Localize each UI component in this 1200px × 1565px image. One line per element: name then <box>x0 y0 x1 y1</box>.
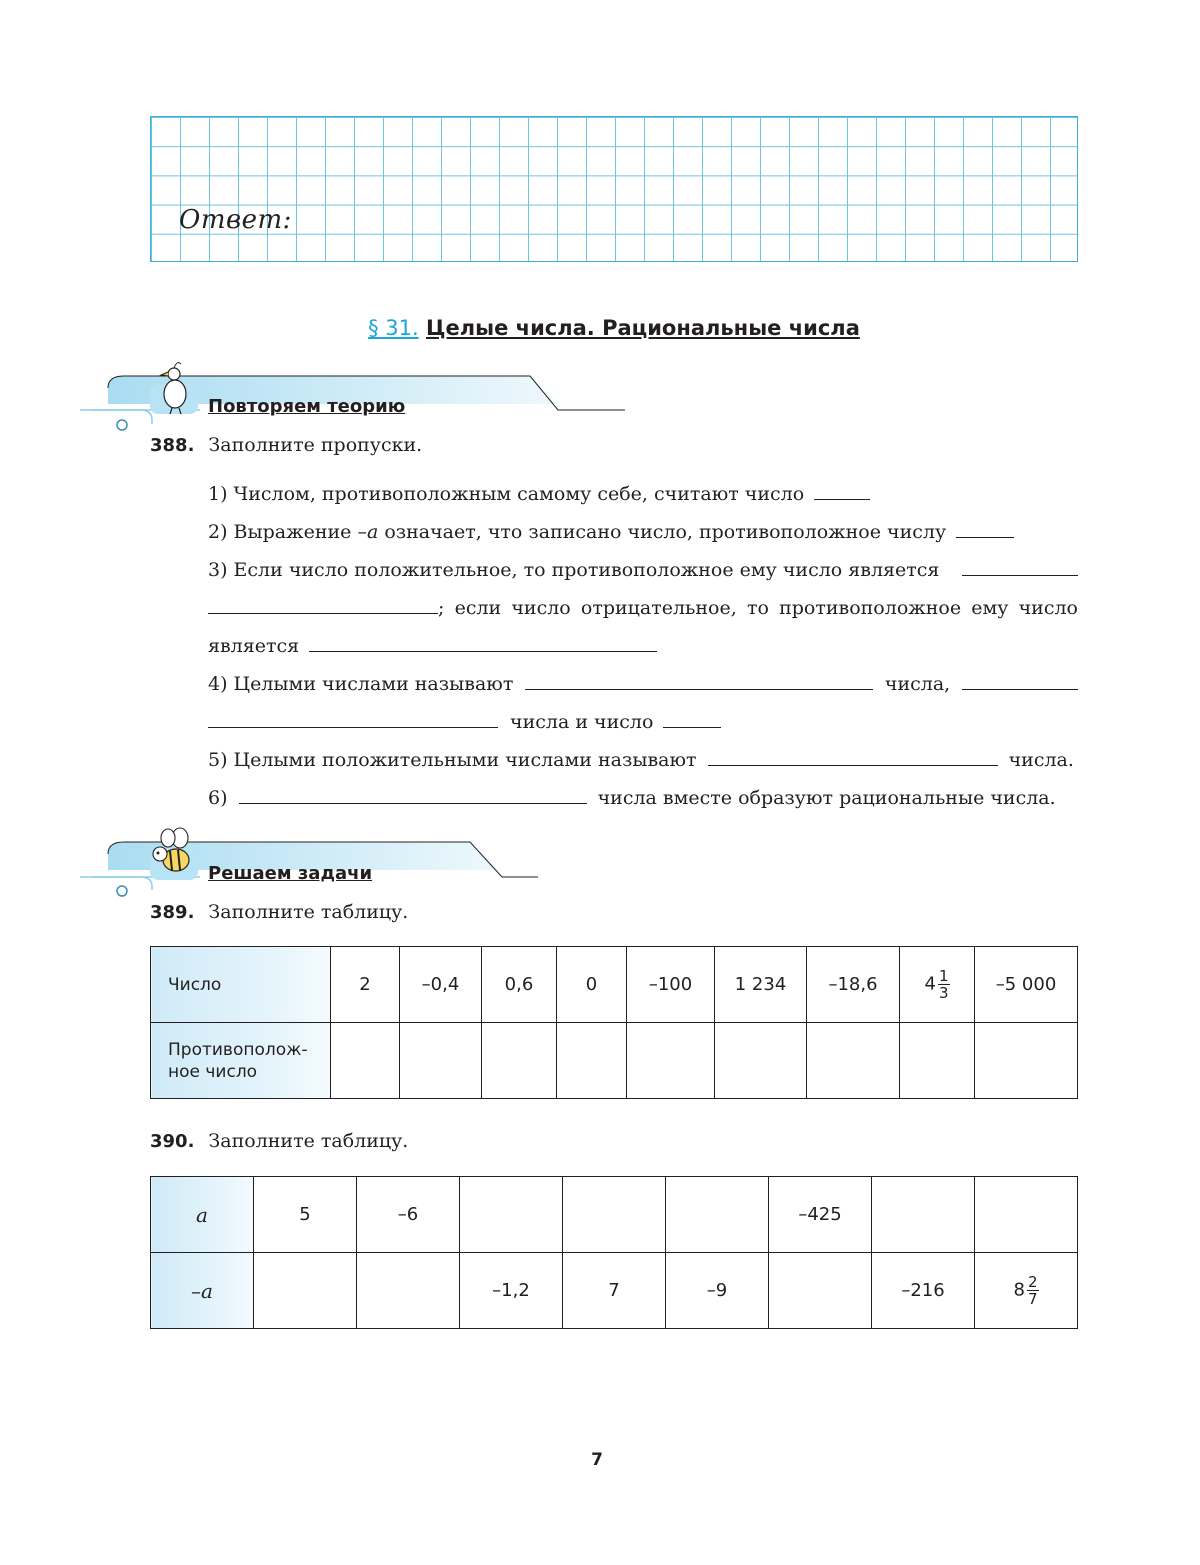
table-389-input-cell[interactable] <box>715 1023 807 1099</box>
blank-4c[interactable] <box>208 726 498 728</box>
task-388-line-4a <box>208 673 1078 695</box>
table-389-input-cell[interactable] <box>557 1023 627 1099</box>
table-389-input-cell[interactable] <box>331 1023 400 1099</box>
table-389-cell: 1 234 <box>715 947 807 1023</box>
blank-3a[interactable] <box>962 574 1078 576</box>
task-388-line-3b <box>208 597 1078 619</box>
table-390-cell: –216 <box>872 1253 975 1329</box>
table-390-input-cell[interactable] <box>357 1253 460 1329</box>
line-5-text-b: числа. <box>1008 749 1074 771</box>
table-390-input-cell[interactable] <box>254 1253 357 1329</box>
line-5-text-a: 5) Целыми положительными числами называют <box>208 749 697 771</box>
bird-icon <box>150 363 198 414</box>
task-388-line-5 <box>208 749 1074 771</box>
mixed-whole: 8 <box>1013 1279 1025 1301</box>
task-390 <box>150 1130 408 1152</box>
banner-theory <box>80 358 640 438</box>
section-number: § 31. <box>368 316 419 340</box>
table-389-row-numbers <box>151 947 1078 1023</box>
table-390-row-a <box>151 1177 1078 1253</box>
table-389 <box>150 946 1078 1099</box>
table-389-row-opposite <box>151 1023 1078 1099</box>
table-389-cell: –5 000 <box>975 947 1078 1023</box>
table-389-input-cell[interactable] <box>900 1023 975 1099</box>
task-388 <box>150 434 422 456</box>
banner-problems-label: Решаем задачи <box>208 863 373 884</box>
fraction <box>938 968 950 1001</box>
table-390-input-cell[interactable] <box>975 1177 1078 1253</box>
line-6-text-a: 6) <box>208 787 228 809</box>
table-389-cell-mixed <box>900 947 975 1023</box>
answer-label: Ответ: <box>179 205 292 235</box>
fraction-denominator: 3 <box>938 984 949 1002</box>
table-389-input-cell[interactable] <box>807 1023 900 1099</box>
task-390-prompt: Заполните таблицу. <box>208 1130 409 1152</box>
task-388-number: 388. <box>150 435 195 456</box>
table-389-input-cell[interactable] <box>482 1023 557 1099</box>
fraction-numerator: 2 <box>1027 1273 1038 1291</box>
table-390-row-neg-a <box>151 1253 1078 1329</box>
table-390-input-cell[interactable] <box>872 1177 975 1253</box>
table-389-header-opposite: Противополож-ное число <box>151 1023 331 1099</box>
blank-1[interactable] <box>814 498 870 500</box>
table-389-cell: 0 <box>557 947 627 1023</box>
table-389-header-number: Число <box>151 947 331 1023</box>
table-390-input-cell[interactable] <box>563 1177 666 1253</box>
blank-4a[interactable] <box>525 688 873 690</box>
line-4-text-c: числа и число <box>510 711 654 733</box>
blank-3b[interactable] <box>208 612 438 614</box>
table-390-header-neg-a: –a <box>151 1253 254 1329</box>
task-388-line-2 <box>208 521 1014 543</box>
table-390-header-a: a <box>151 1177 254 1253</box>
task-388-line-4b <box>208 711 721 733</box>
task-388-line-1 <box>208 483 870 505</box>
task-388-prompt: Заполните пропуски. <box>208 434 423 456</box>
section-heading: Целые числа. Рациональные числа <box>426 316 860 340</box>
table-390-cell-mixed <box>975 1253 1078 1329</box>
table-390-cell: –9 <box>666 1253 769 1329</box>
fraction-numerator: 1 <box>938 967 949 985</box>
table-390-input-cell[interactable] <box>666 1177 769 1253</box>
answer-grid[interactable] <box>150 116 1078 262</box>
table-390-cell: –1,2 <box>460 1253 563 1329</box>
table-389-input-cell[interactable] <box>627 1023 715 1099</box>
blank-6[interactable] <box>239 802 587 804</box>
table-389-input-cell[interactable] <box>975 1023 1078 1099</box>
line-1-text: 1) Числом, противоположным самому себе, считают число <box>208 483 805 505</box>
line-6-text-b: числа вместе образуют рациональные числа. <box>597 787 1056 809</box>
fraction-denominator: 7 <box>1027 1290 1038 1308</box>
table-390-input-cell[interactable] <box>460 1177 563 1253</box>
section-title <box>0 316 1200 340</box>
task-389-number: 389. <box>150 902 195 923</box>
table-390-cell: –425 <box>769 1177 872 1253</box>
blank-4b[interactable] <box>962 688 1078 690</box>
page-number: 7 <box>591 1450 603 1470</box>
table-390-input-cell[interactable] <box>769 1253 872 1329</box>
task-388-line-3a <box>208 559 1078 581</box>
table-389-cell: –18,6 <box>807 947 900 1023</box>
fraction <box>1027 1274 1039 1307</box>
line-4-text-b: числа, <box>884 673 951 695</box>
task-390-number: 390. <box>150 1131 195 1152</box>
table-390-cell: 7 <box>563 1253 666 1329</box>
task-389 <box>150 901 408 923</box>
banner-theory-label: Повторяем теорию <box>208 396 406 417</box>
table-390 <box>150 1176 1078 1329</box>
task-388-line-3c <box>208 635 657 657</box>
table-389-cell: 0,6 <box>482 947 557 1023</box>
bee-icon <box>150 828 198 880</box>
task-388-line-6 <box>208 787 1056 809</box>
table-389-cell: –0,4 <box>400 947 482 1023</box>
line-2-variable: a <box>366 521 379 543</box>
task-389-prompt: Заполните таблицу. <box>208 901 409 923</box>
table-389-cell: 2 <box>331 947 400 1023</box>
blank-4d[interactable] <box>663 726 721 728</box>
blank-2[interactable] <box>956 536 1014 538</box>
blank-5[interactable] <box>708 764 998 766</box>
banner-problems <box>80 824 550 904</box>
mixed-whole: 4 <box>924 973 936 995</box>
line-3-text-a: 3) Если число положительное, то противоположное ему число является <box>208 559 940 581</box>
line-4-text-a: 4) Целыми числами называют <box>208 673 514 695</box>
line-3-text-b: ; если число отрицательное, то противоположное ему число <box>438 597 1078 619</box>
table-389-cell: –100 <box>627 947 715 1023</box>
table-390-cell: 5 <box>254 1177 357 1253</box>
line-2-text-b: означает, что записано число, противоположное числу <box>378 521 947 543</box>
table-390-cell: –6 <box>357 1177 460 1253</box>
line-2-text-a: 2) Выражение – <box>208 521 367 543</box>
line-3-text-c: является <box>208 635 300 657</box>
table-389-input-cell[interactable] <box>400 1023 482 1099</box>
blank-3c[interactable] <box>309 650 657 652</box>
